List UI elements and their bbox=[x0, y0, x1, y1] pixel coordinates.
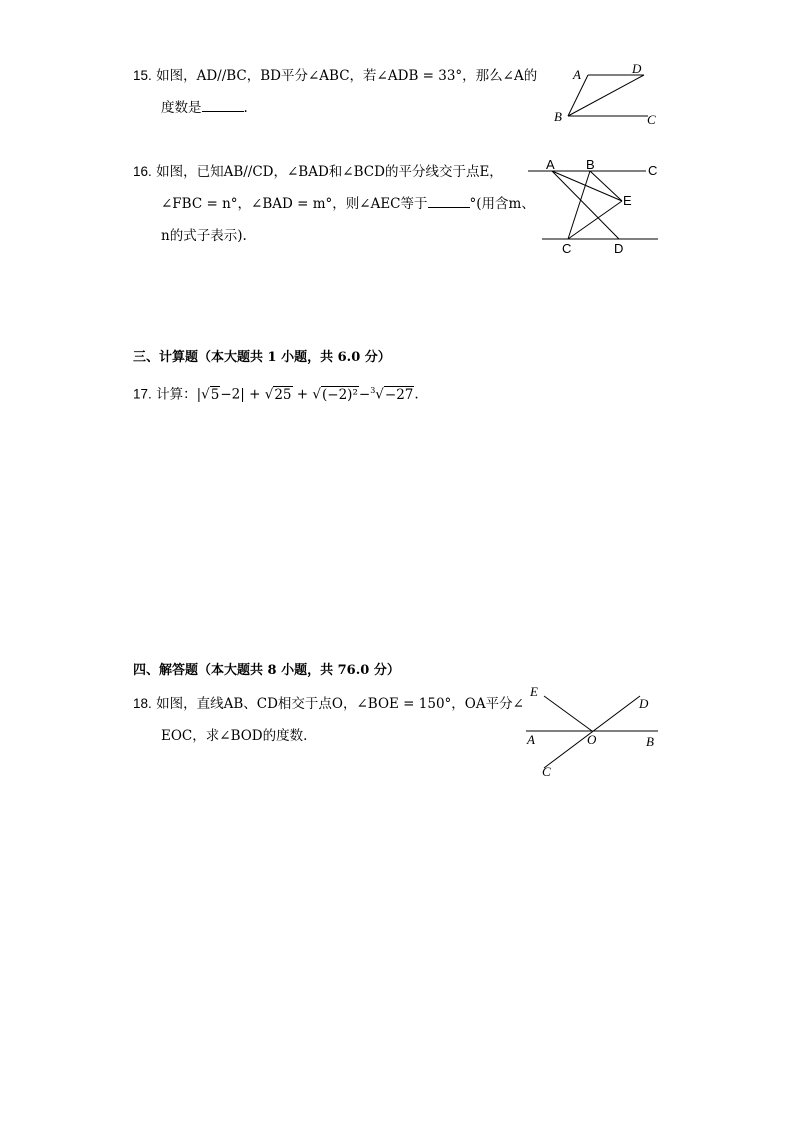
q16-figure bbox=[520, 155, 665, 260]
q16-line1: 如图，已知AB//CD，∠BAD和∠BCD的平分线交于点E， bbox=[156, 164, 503, 180]
q17-plus: + bbox=[296, 386, 309, 403]
q17-part-2: −2| + bbox=[220, 386, 261, 403]
q15-line1: 如图，AD//BC，BD平分∠ABC，若∠ADB = 33°，那么∠A的 bbox=[156, 68, 538, 84]
q17-cbrt-neg27: −27 bbox=[384, 386, 414, 403]
q15-label-d: D bbox=[632, 61, 642, 76]
q16-line2-post: °(用含m、 bbox=[469, 196, 535, 212]
q18-label-e: E bbox=[530, 684, 538, 699]
q16-answer-blank bbox=[428, 195, 470, 208]
q16-line2-pre: ∠FBC = n°，∠BAD = m°，则∠AEC等于 bbox=[161, 196, 428, 212]
q15-label-b: B bbox=[554, 109, 562, 124]
q16-number: 16. bbox=[133, 164, 152, 179]
q16-label-c-bottom: C bbox=[562, 241, 572, 256]
q15-number: 15. bbox=[133, 68, 152, 83]
q18-label-d: D bbox=[639, 696, 649, 711]
q17-abs-open: | bbox=[196, 386, 202, 403]
q16-text-line3 bbox=[161, 226, 247, 246]
q18-label-o: O bbox=[587, 732, 597, 747]
q16-label-a: A bbox=[546, 157, 555, 172]
q16-label-d: D bbox=[614, 241, 624, 256]
q16-text-line2 bbox=[161, 194, 535, 214]
q18-text-line1 bbox=[133, 694, 524, 714]
section-3-title: 三、计算题 bbox=[133, 350, 199, 365]
q17-label: 计算： bbox=[156, 386, 197, 403]
q15-line2-pre: 度数是 bbox=[161, 100, 202, 116]
q16-label-e: E bbox=[623, 193, 632, 208]
q17-period: . bbox=[414, 386, 419, 403]
q17-sqrt-25: 25 bbox=[274, 386, 292, 403]
q18-figure bbox=[520, 680, 665, 785]
section-4-title: 四、解答题 bbox=[133, 663, 199, 678]
q16-line3: n的式子表示). bbox=[161, 228, 247, 244]
q16-label-c-top: C bbox=[648, 163, 658, 178]
section-4-heading bbox=[133, 661, 400, 681]
section-3-heading bbox=[133, 348, 391, 368]
q18-number: 18. bbox=[133, 696, 152, 711]
q18-label-a: A bbox=[527, 732, 535, 747]
section-3-detail: （本大题共 1 小题，共 6.0 分） bbox=[198, 350, 391, 365]
q17-cube-index: 3 bbox=[370, 386, 376, 395]
q17-number: 17. bbox=[133, 386, 152, 402]
q18-text-line2 bbox=[161, 726, 307, 746]
section-4-detail: （本大题共 8 小题，共 76.0 分） bbox=[198, 663, 400, 678]
q18-line2: EOC，求∠BOD的度数. bbox=[161, 728, 308, 744]
q16-label-b: B bbox=[586, 157, 595, 172]
q17-text: 17. 计算：|√5−2| + √25 + √(−2)²−$^3$√−27. bbox=[133, 386, 419, 403]
q15-line2-post: . bbox=[243, 100, 248, 116]
q17-sqrt-5: 5 bbox=[210, 386, 220, 403]
q15-label-a: A bbox=[573, 67, 581, 82]
q15-text-line1 bbox=[133, 66, 537, 86]
q18-label-b: B bbox=[646, 734, 654, 749]
q16-text-line1 bbox=[133, 162, 503, 182]
q15-figure bbox=[550, 58, 670, 133]
q18-line1: 如图，直线AB、CD相交于点O，∠BOE = 150°，OA平分∠ bbox=[156, 696, 524, 712]
q15-label-c: C bbox=[647, 112, 656, 127]
q18-label-c: C bbox=[542, 764, 551, 779]
q17-sqrt-neg2-squared: (−2)² bbox=[322, 386, 358, 403]
q15-text-line2 bbox=[161, 98, 248, 118]
q17-minus: − bbox=[358, 386, 371, 403]
q15-answer-blank bbox=[202, 99, 244, 112]
